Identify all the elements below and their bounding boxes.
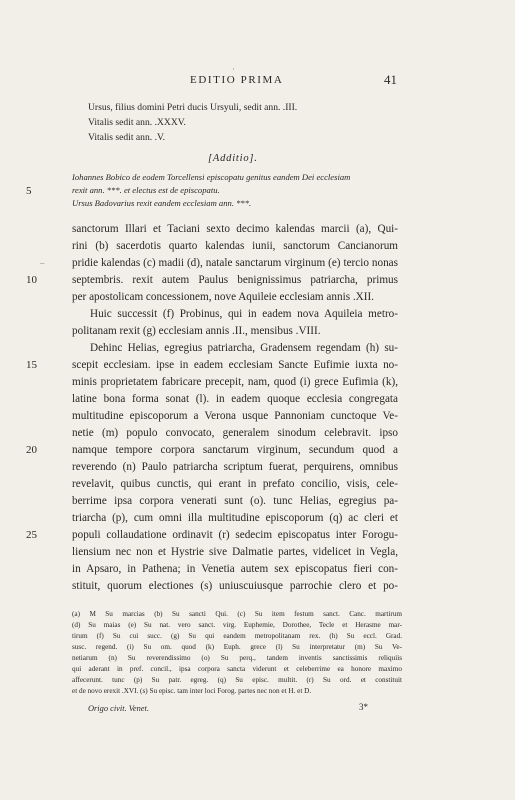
body-line: netie (m) populo convocato, generalem sinodum celebravit. ipso — [72, 427, 398, 439]
list-line: Ursus, filius domini Petri ducis Ursyuli, sedit ann. .III. — [88, 102, 298, 113]
footnote-line: affecerunt. tunc (p) Su patr. egreg. (q) Su episc. multit. (r) Su ord. et constituit — [72, 676, 402, 684]
body-line: liensium nec non et Hystrie sive Dalmatie partes, videlicet in Vegla, — [72, 546, 398, 558]
italic-line: Ursus Badovarius rexit eandem ecclesiam ann. ***. — [72, 198, 252, 208]
body-line: per apostolicam concessionem, nove Aquileie ecclesiam annis .XII. — [72, 291, 374, 303]
line-number: 10 — [26, 274, 37, 286]
line-number: 5 — [26, 185, 32, 197]
body-line: revelavit, quibus cunctis, qui erant in prefato concilio, visis, cele- — [72, 478, 398, 490]
list-line: Vitalis sedit ann. .XXXV. — [88, 117, 186, 128]
footnote-line: tirum (f) Su cui succ. (g) Su qui eandem metropolitanam rex. (h) Su eccl. Grad. — [72, 632, 402, 640]
body-line: reverendo (n) Paulo patriarcha scriptum fuerat, perquirens, omnibus — [72, 461, 398, 473]
page-number: 41 — [384, 72, 397, 87]
body-line: pridie kalendas (c) madii (d), natale sanctarum virginum (e) tercio nonas — [72, 257, 398, 269]
body-line: berrime ipsa corpora venerati sunt (o). tunc Helias, egregius pa- — [72, 495, 398, 507]
body-line: populi collaudatione ordinavit (r) sedecim episcopatus inter Forogu- — [72, 529, 398, 541]
italic-line: Iohannes Bobico de eodem Torcellensi episcopatu genitus eandem Dei ecclesiam — [72, 172, 351, 182]
list-line: Vitalis sedit ann. .V. — [88, 132, 166, 143]
line-number: 25 — [26, 529, 37, 541]
body-line: sanctorum Illari et Taciani sexto decimo kalendas marcii (a), Qui- — [72, 223, 398, 235]
body-line: latine bona forma sonat (l). in eadem quoque ecclesia congregata — [72, 393, 398, 405]
footnote-line: (a) M Su marcias (b) Su sancti Qui. (c) Su item festum sanct. Canc. martirum — [72, 610, 402, 618]
body-line: triarcha (p), cum omni illa multitudine episcoporum (q) ac cleri et — [72, 512, 398, 524]
addition-heading: [Additio]. — [208, 153, 258, 164]
footnote-line: netiarum (n) Su reverendissimo (o) Su perq., tandem inventis sanctissimis reliquiis — [72, 654, 402, 662]
body-line: rini (b) sacerdotis quarto kalendas iunii, sanctorum Cancianorum — [72, 240, 398, 252]
body-line: Huic successit (f) Probinus, qui in eadem nova Aquileia metro- — [90, 308, 398, 320]
italic-line: rexit ann. ***. et electus est de episcopatu. — [72, 185, 220, 195]
body-line: Dehinc Helias, egregius patriarcha, Gradensem regendam (h) su- — [90, 342, 398, 354]
footnote-line: et de novo erexit .XVI. (s) Su episc. tam inter loci Forog. partes nec non et H. et D. — [72, 687, 312, 695]
signature-line: Origo civit. Venet. — [88, 704, 149, 713]
body-line: in Apsaro, in Pathena; in Venetia autem sex episcopatus fieri con- — [72, 563, 398, 575]
line-number: 15 — [26, 359, 37, 371]
line-number: 20 — [26, 444, 37, 456]
running-head — [0, 74, 515, 88]
body-line: septembris. rexit autem Paulus benignissimus patriarcha, primus — [72, 274, 398, 286]
decorative-dot: · — [232, 64, 235, 74]
signature-mark: 3* — [359, 702, 368, 712]
body-line: scepit ecclesiam. ipse in eadem ecclesiam Sancte Eufimie iuxta no- — [72, 359, 398, 371]
body-line: politanam rexit (g) ecclesiam annis .II., mensibus .VIII. — [72, 325, 321, 337]
footnote-line: (d) Su maias (e) Su nat. vero sanct. virg. Euphemie, Dorothee, Tecle et Herasme mar- — [72, 621, 402, 629]
running-title: EDITIO PRIMA — [190, 74, 284, 86]
body-line: minis proprietatem fabricare precepit, nam, quod (i) grece Eufimia (k), — [72, 376, 398, 388]
body-line: stituit, quorum electiones (s) uniuscuiusque parrochie clero et po- — [72, 580, 398, 592]
footnote-line: qui aderant in pref. concil., ipsa corpora sancta viderunt et celeberrime ea honore maximo — [72, 665, 402, 673]
footnote-line: susc. regend. (i) Su om. quod (k) Euph. grece (l) Su interpretatur (m) Su Ve- — [72, 643, 402, 651]
decorative-dash: – — [40, 258, 45, 268]
body-line: multitudine episcoporum a Verona usque Pannoniam cunctoque Ve- — [72, 410, 398, 422]
body-line: namque tempore corpora sanctarum virginum, secundum quod a — [72, 444, 398, 456]
